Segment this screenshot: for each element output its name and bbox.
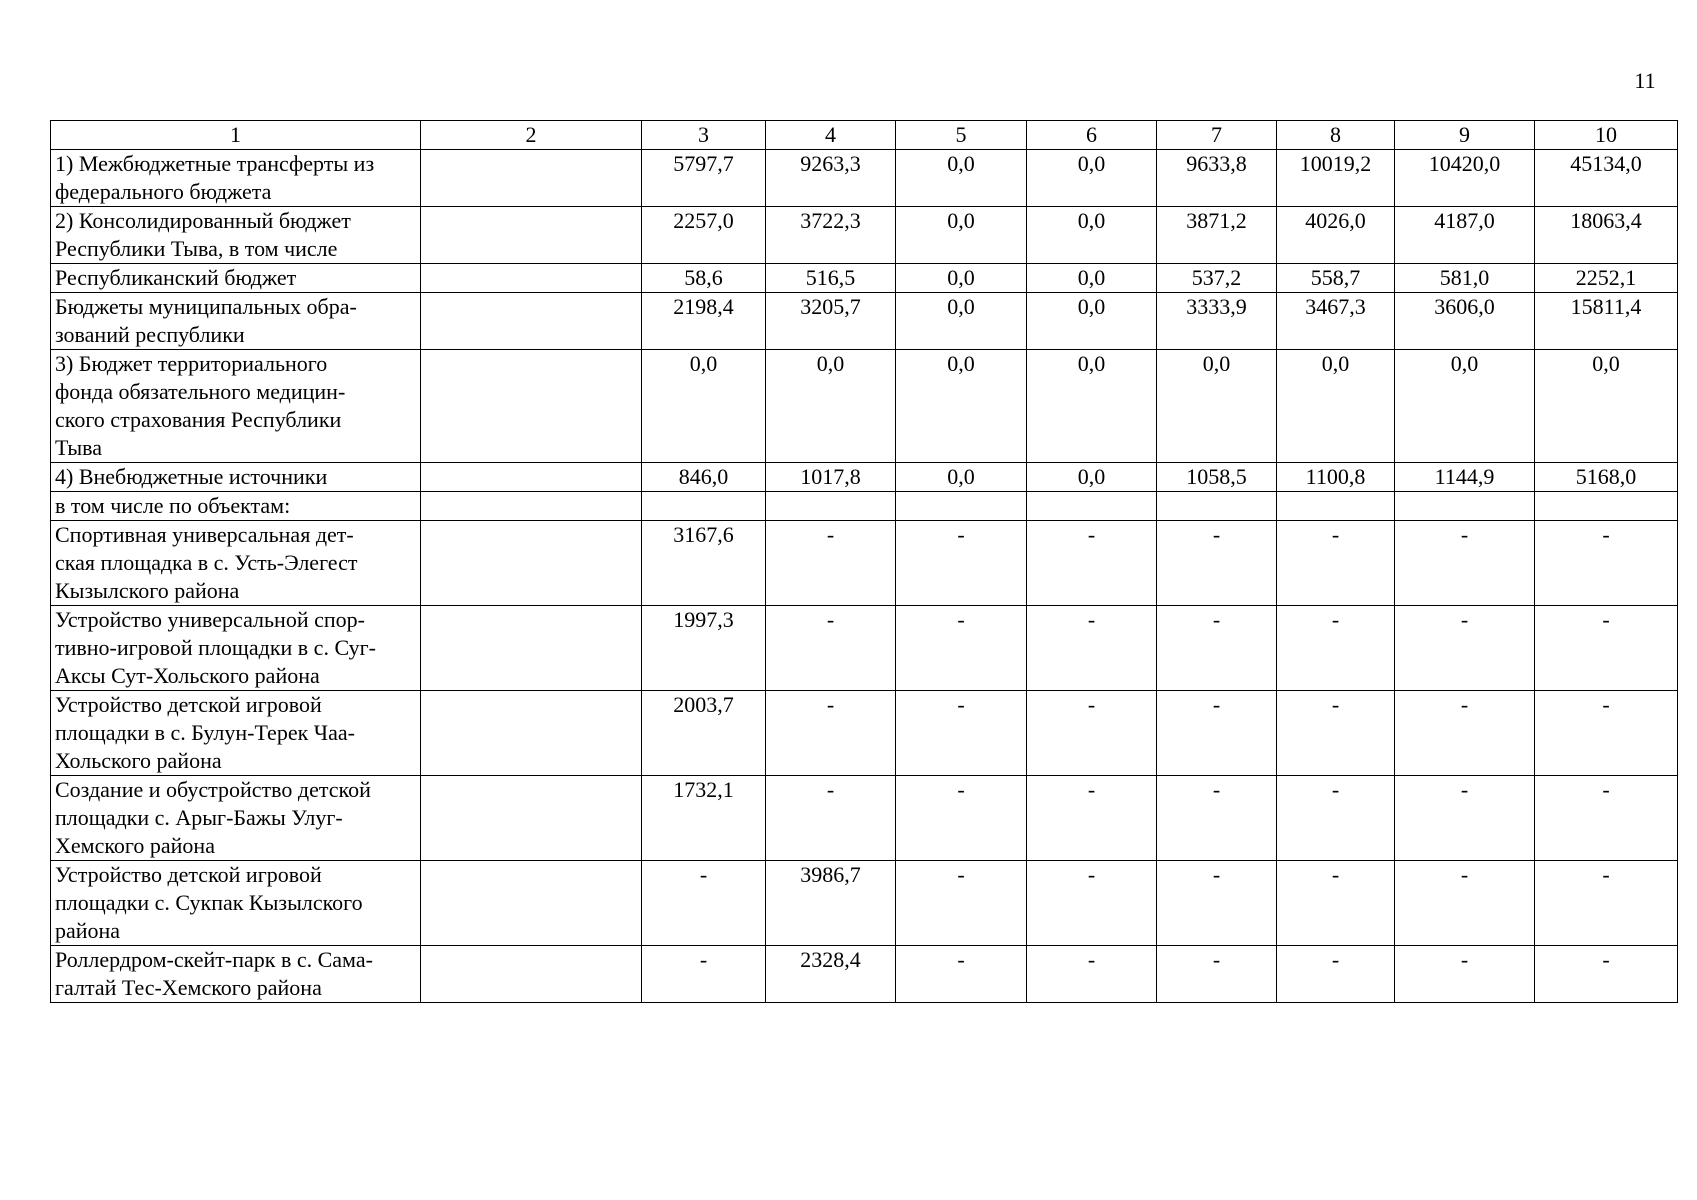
value-cell: 58,6 — [642, 264, 766, 293]
value-cell: 9633,8 — [1157, 150, 1277, 207]
row-name-cell: Устройство детской игровой площадки в с. Булун-Терек Чаа- Хольского района — [51, 691, 421, 776]
header-cell: 5 — [896, 121, 1027, 150]
value-cell — [1157, 492, 1277, 521]
row-name-cell: Роллердром-скейт-парк в с. Сама- галтай Тес-Хемского района — [51, 946, 421, 1003]
value-cell: 45134,0 — [1535, 150, 1678, 207]
value-cell: 0,0 — [766, 350, 896, 463]
table-row — [51, 776, 1678, 861]
row-name-cell: 4) Внебюджетные источники — [51, 463, 421, 492]
value-cell: - — [1535, 861, 1678, 946]
row-name-cell: 2) Консолидированный бюджет Республики Тыва, в том числе — [51, 207, 421, 264]
value-cell: 3467,3 — [1277, 293, 1395, 350]
table-header-row — [51, 121, 1678, 150]
table-row — [51, 861, 1678, 946]
value-cell: 5168,0 — [1535, 463, 1678, 492]
row-col2-cell — [421, 350, 642, 463]
value-cell: - — [766, 606, 896, 691]
value-cell: 0,0 — [896, 350, 1027, 463]
value-cell: 846,0 — [642, 463, 766, 492]
table-row — [51, 264, 1678, 293]
value-cell: 3722,3 — [766, 207, 896, 264]
value-cell: 516,5 — [766, 264, 896, 293]
row-col2-cell — [421, 293, 642, 350]
value-cell: - — [766, 521, 896, 606]
value-cell: - — [1027, 861, 1157, 946]
value-cell: 0,0 — [1535, 350, 1678, 463]
row-name-cell: Устройство универсальной спор- тивно-игровой площадки в с. Суг- Аксы Сут-Хольского района — [51, 606, 421, 691]
table-row — [51, 691, 1678, 776]
value-cell: 3871,2 — [1157, 207, 1277, 264]
row-col2-cell — [421, 861, 642, 946]
header-cell: 10 — [1535, 121, 1678, 150]
value-cell: 10420,0 — [1395, 150, 1535, 207]
table-row — [51, 492, 1678, 521]
row-col2-cell — [421, 264, 642, 293]
header-cell: 2 — [421, 121, 642, 150]
header-cell: 8 — [1277, 121, 1395, 150]
value-cell: 10019,2 — [1277, 150, 1395, 207]
value-cell — [1395, 492, 1535, 521]
row-name-cell: Устройство детской игровой площадки с. Сукпак Кызылского района — [51, 861, 421, 946]
value-cell: 537,2 — [1157, 264, 1277, 293]
row-name-cell: Спортивная универсальная дет- ская площадка в с. Усть-Элегест Кызылского района — [51, 521, 421, 606]
value-cell: - — [1535, 521, 1678, 606]
value-cell: 4026,0 — [1277, 207, 1395, 264]
value-cell: - — [1157, 776, 1277, 861]
value-cell: - — [1395, 946, 1535, 1003]
value-cell: 3333,9 — [1157, 293, 1277, 350]
value-cell: - — [1395, 776, 1535, 861]
value-cell: - — [896, 691, 1027, 776]
value-cell: 1017,8 — [766, 463, 896, 492]
table-row — [51, 207, 1678, 264]
value-cell: - — [1277, 946, 1395, 1003]
value-cell: - — [1027, 521, 1157, 606]
value-cell: 0,0 — [896, 463, 1027, 492]
value-cell: 0,0 — [896, 264, 1027, 293]
value-cell: - — [1395, 521, 1535, 606]
row-name-cell: 3) Бюджет территориального фонда обязательного медицин- ского страхования Республики Тыва — [51, 350, 421, 463]
row-col2-cell — [421, 606, 642, 691]
value-cell: - — [1157, 606, 1277, 691]
value-cell: - — [1157, 521, 1277, 606]
value-cell: - — [1277, 606, 1395, 691]
value-cell: - — [766, 776, 896, 861]
value-cell: 0,0 — [896, 150, 1027, 207]
header-cell: 9 — [1395, 121, 1535, 150]
value-cell — [642, 492, 766, 521]
value-cell: 0,0 — [1157, 350, 1277, 463]
value-cell: 0,0 — [1027, 463, 1157, 492]
value-cell: - — [1157, 691, 1277, 776]
value-cell: 0,0 — [1027, 293, 1157, 350]
value-cell: 4187,0 — [1395, 207, 1535, 264]
value-cell: 0,0 — [1027, 350, 1157, 463]
value-cell: 0,0 — [896, 207, 1027, 264]
value-cell: 15811,4 — [1535, 293, 1678, 350]
value-cell: 0,0 — [1027, 150, 1157, 207]
value-cell: - — [1395, 606, 1535, 691]
value-cell: 2328,4 — [766, 946, 896, 1003]
value-cell: - — [1027, 691, 1157, 776]
value-cell: - — [1157, 861, 1277, 946]
table-row — [51, 150, 1678, 207]
header-cell: 3 — [642, 121, 766, 150]
value-cell: - — [1277, 521, 1395, 606]
value-cell: 1058,5 — [1157, 463, 1277, 492]
header-cell: 4 — [766, 121, 896, 150]
value-cell — [1535, 492, 1678, 521]
value-cell: - — [1277, 776, 1395, 861]
value-cell: 581,0 — [1395, 264, 1535, 293]
value-cell: 0,0 — [896, 293, 1027, 350]
row-name-cell: 1) Межбюджетные трансферты из федерального бюджета — [51, 150, 421, 207]
value-cell — [1277, 492, 1395, 521]
table-row — [51, 463, 1678, 492]
value-cell: - — [1535, 691, 1678, 776]
value-cell: - — [1535, 776, 1678, 861]
value-cell: 0,0 — [1027, 264, 1157, 293]
value-cell: - — [896, 776, 1027, 861]
header-cell: 1 — [51, 121, 421, 150]
row-name-cell: в том числе по объектам: — [51, 492, 421, 521]
financing-table — [50, 120, 1678, 1003]
value-cell: - — [896, 606, 1027, 691]
value-cell — [1027, 492, 1157, 521]
value-cell: 5797,7 — [642, 150, 766, 207]
value-cell: 1997,3 — [642, 606, 766, 691]
row-col2-cell — [421, 150, 642, 207]
value-cell: - — [1395, 691, 1535, 776]
value-cell: 1144,9 — [1395, 463, 1535, 492]
value-cell — [896, 492, 1027, 521]
value-cell — [766, 492, 896, 521]
row-col2-cell — [421, 946, 642, 1003]
value-cell: 0,0 — [1027, 207, 1157, 264]
value-cell: 9263,3 — [766, 150, 896, 207]
value-cell: 2252,1 — [1535, 264, 1678, 293]
value-cell: - — [1535, 606, 1678, 691]
value-cell: 0,0 — [1277, 350, 1395, 463]
value-cell: 3606,0 — [1395, 293, 1535, 350]
value-cell: - — [766, 691, 896, 776]
row-col2-cell — [421, 463, 642, 492]
value-cell: - — [642, 861, 766, 946]
value-cell: 1732,1 — [642, 776, 766, 861]
table-row — [51, 293, 1678, 350]
table-row — [51, 946, 1678, 1003]
value-cell: - — [642, 946, 766, 1003]
value-cell: 18063,4 — [1535, 207, 1678, 264]
value-cell: 0,0 — [1395, 350, 1535, 463]
header-cell: 7 — [1157, 121, 1277, 150]
row-name-cell: Создание и обустройство детской площадки с. Арыг-Бажы Улуг- Хемского района — [51, 776, 421, 861]
value-cell: 2198,4 — [642, 293, 766, 350]
header-cell: 6 — [1027, 121, 1157, 150]
value-cell: - — [1157, 946, 1277, 1003]
value-cell: 1100,8 — [1277, 463, 1395, 492]
value-cell: 2257,0 — [642, 207, 766, 264]
table-row — [51, 350, 1678, 463]
table-row — [51, 606, 1678, 691]
value-cell: - — [896, 946, 1027, 1003]
value-cell: - — [1277, 691, 1395, 776]
value-cell: - — [896, 861, 1027, 946]
value-cell: - — [1027, 946, 1157, 1003]
value-cell: - — [1535, 946, 1678, 1003]
table-row — [51, 521, 1678, 606]
value-cell: - — [1395, 861, 1535, 946]
row-name-cell: Бюджеты муниципальных обра- зований республики — [51, 293, 421, 350]
value-cell: - — [1027, 776, 1157, 861]
row-col2-cell — [421, 521, 642, 606]
row-col2-cell — [421, 207, 642, 264]
value-cell: - — [1277, 861, 1395, 946]
value-cell: 2003,7 — [642, 691, 766, 776]
page-number: 11 — [1634, 68, 1656, 93]
row-col2-cell — [421, 492, 642, 521]
row-name-cell: Республиканский бюджет — [51, 264, 421, 293]
value-cell: - — [896, 521, 1027, 606]
row-col2-cell — [421, 776, 642, 861]
value-cell: 3205,7 — [766, 293, 896, 350]
value-cell: 3167,6 — [642, 521, 766, 606]
value-cell: 3986,7 — [766, 861, 896, 946]
value-cell: - — [1027, 606, 1157, 691]
row-col2-cell — [421, 691, 642, 776]
value-cell: 0,0 — [642, 350, 766, 463]
value-cell: 558,7 — [1277, 264, 1395, 293]
